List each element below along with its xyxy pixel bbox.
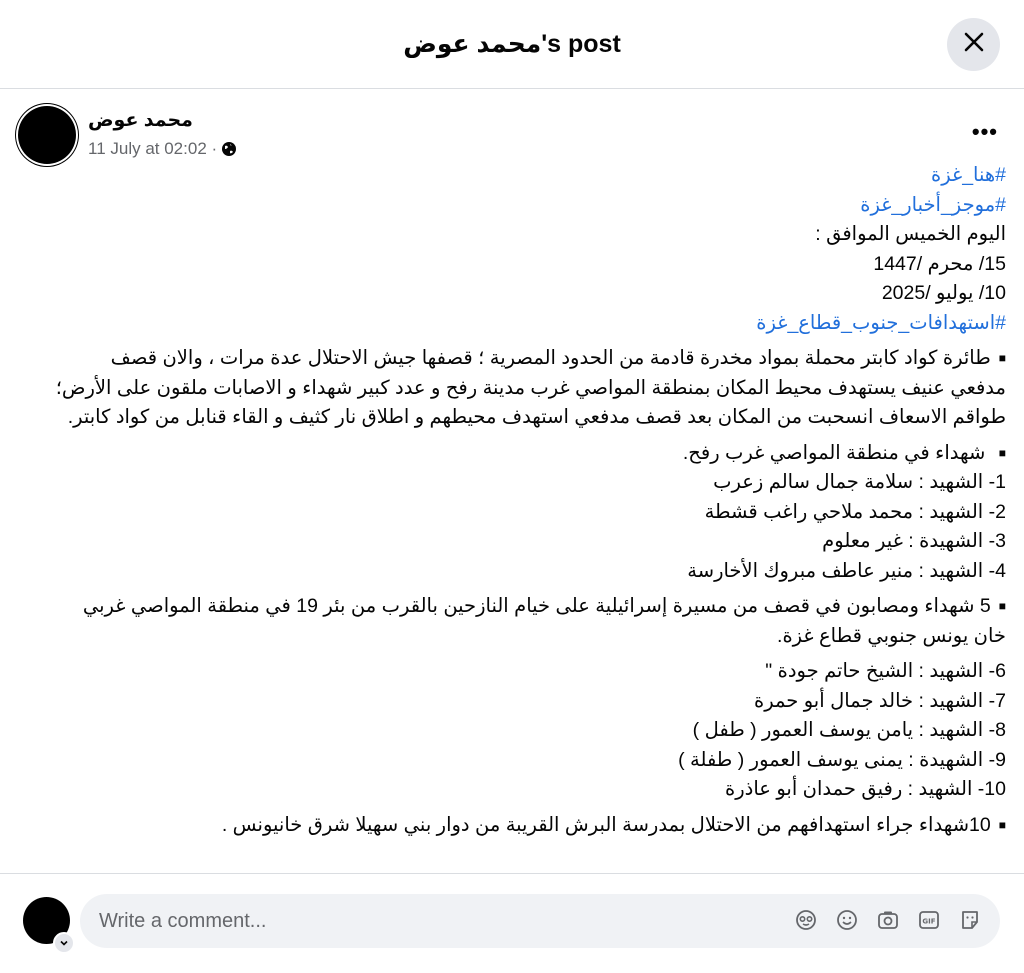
comment-composer bbox=[0, 873, 1024, 973]
comment-input[interactable] bbox=[97, 909, 781, 934]
list-item: 8- الشهيد : يامن يوسف العمور ( طفل ) bbox=[692, 719, 1006, 741]
bullet-square-icon: ■ bbox=[998, 351, 1006, 365]
post-timestamp[interactable]: 11 July at 02:02 · bbox=[88, 139, 218, 158]
list-item: 6- الشهيد : الشيخ حاتم جودة " bbox=[765, 660, 1006, 682]
post-dialog-header bbox=[0, 0, 1024, 89]
list-item: 9- الشهيدة : يمنى يوسف العمور ( طفلة ) bbox=[678, 748, 1006, 771]
paragraph: ■طائرة كواد كابتر محملة بمواد مخدرة قادمة من الحدود المصرية ؛ قصفها جيش الاحتلال عدة مرات ، والان قصف مدفعي عنيف يستهدف محيط المكان بمنطقة المواصي غرب مدينة رفح و عدد كبير شهداء و الاصابات ملقون على الأرض؛ طواقم الاسعاف انسحبت من المكان بعد قصف مدفعي استهدف محيطهم و اطلاق نار كثيف و القاء قنابل من كواد كابتر. bbox=[55, 347, 1006, 428]
post-text bbox=[52, 161, 1006, 846]
list-item: 7- الشهيد : خالد جمال أبو حمرة bbox=[754, 689, 1006, 712]
list-item: 4- الشهيد : منير عاطف مبروك الأخارسة bbox=[687, 559, 1006, 582]
comment-tools bbox=[794, 908, 982, 932]
hashtag-link[interactable]: #موجز_أخبار_غزة bbox=[860, 193, 1006, 216]
date-line: 15/ محرم /1447 bbox=[873, 252, 1006, 275]
date-line: اليوم الخميس الموافق : bbox=[815, 223, 1006, 245]
globe-icon bbox=[221, 141, 237, 157]
close-button[interactable] bbox=[947, 18, 1000, 71]
bullet-square-icon: ■ bbox=[998, 817, 1006, 832]
more-options-button[interactable]: ••• bbox=[971, 119, 998, 144]
avatar-sticker-icon[interactable] bbox=[794, 908, 818, 932]
camera-icon[interactable] bbox=[876, 908, 900, 932]
dialog-title: محمد عوض's post bbox=[403, 30, 621, 58]
chevron-down-icon[interactable] bbox=[53, 932, 75, 954]
author-avatar[interactable] bbox=[18, 106, 76, 164]
section-title: ■ شهداء في منطقة المواصي غرب رفح. bbox=[682, 441, 1006, 464]
list-item: 10- الشهيد : رفيق حمدان أبو عاذرة bbox=[725, 778, 1006, 800]
date-line: 10/ يوليو /2025 bbox=[881, 282, 1006, 304]
list-item: 3- الشهيدة : غير معلوم bbox=[822, 530, 1006, 552]
paragraph: ■10شهداء جراء استهدافهم من الاحتلال بمدرسة البرش القريبة من دوار بني سهيلا شرق خانيونس . bbox=[221, 813, 1006, 836]
comment-box[interactable] bbox=[80, 894, 1000, 948]
bullet-square-icon: ■ bbox=[998, 599, 1006, 613]
gif-icon[interactable] bbox=[917, 908, 941, 932]
list-item: 2- الشهيد : محمد ملاحي راغب قشطة bbox=[704, 500, 1006, 523]
sticker-icon[interactable] bbox=[958, 908, 982, 932]
author-name[interactable]: محمد عوض bbox=[88, 110, 193, 131]
bullet-square-icon: ■ bbox=[998, 445, 1006, 460]
emoji-icon[interactable] bbox=[835, 908, 859, 932]
close-icon bbox=[963, 31, 985, 58]
list-item: 1- الشهيد : سلامة جمال سالم زعرب bbox=[713, 471, 1006, 493]
svg-text:GIF: GIF bbox=[922, 917, 936, 926]
hashtag-link[interactable]: #هنا_غزة bbox=[931, 164, 1006, 186]
post-meta bbox=[88, 139, 237, 159]
hashtag-link[interactable]: #استهدافات_جنوب_قطاع_غزة bbox=[756, 311, 1006, 334]
post-scroll-area[interactable] bbox=[0, 89, 1024, 873]
paragraph: ■5 شهداء ومصابون في قصف من مسيرة إسرائيلية على خيام النازحين بالقرب من بئر 19 في منطقة المواصي غربي خان يونس جنوبي قطاع غزة. bbox=[82, 595, 1006, 647]
